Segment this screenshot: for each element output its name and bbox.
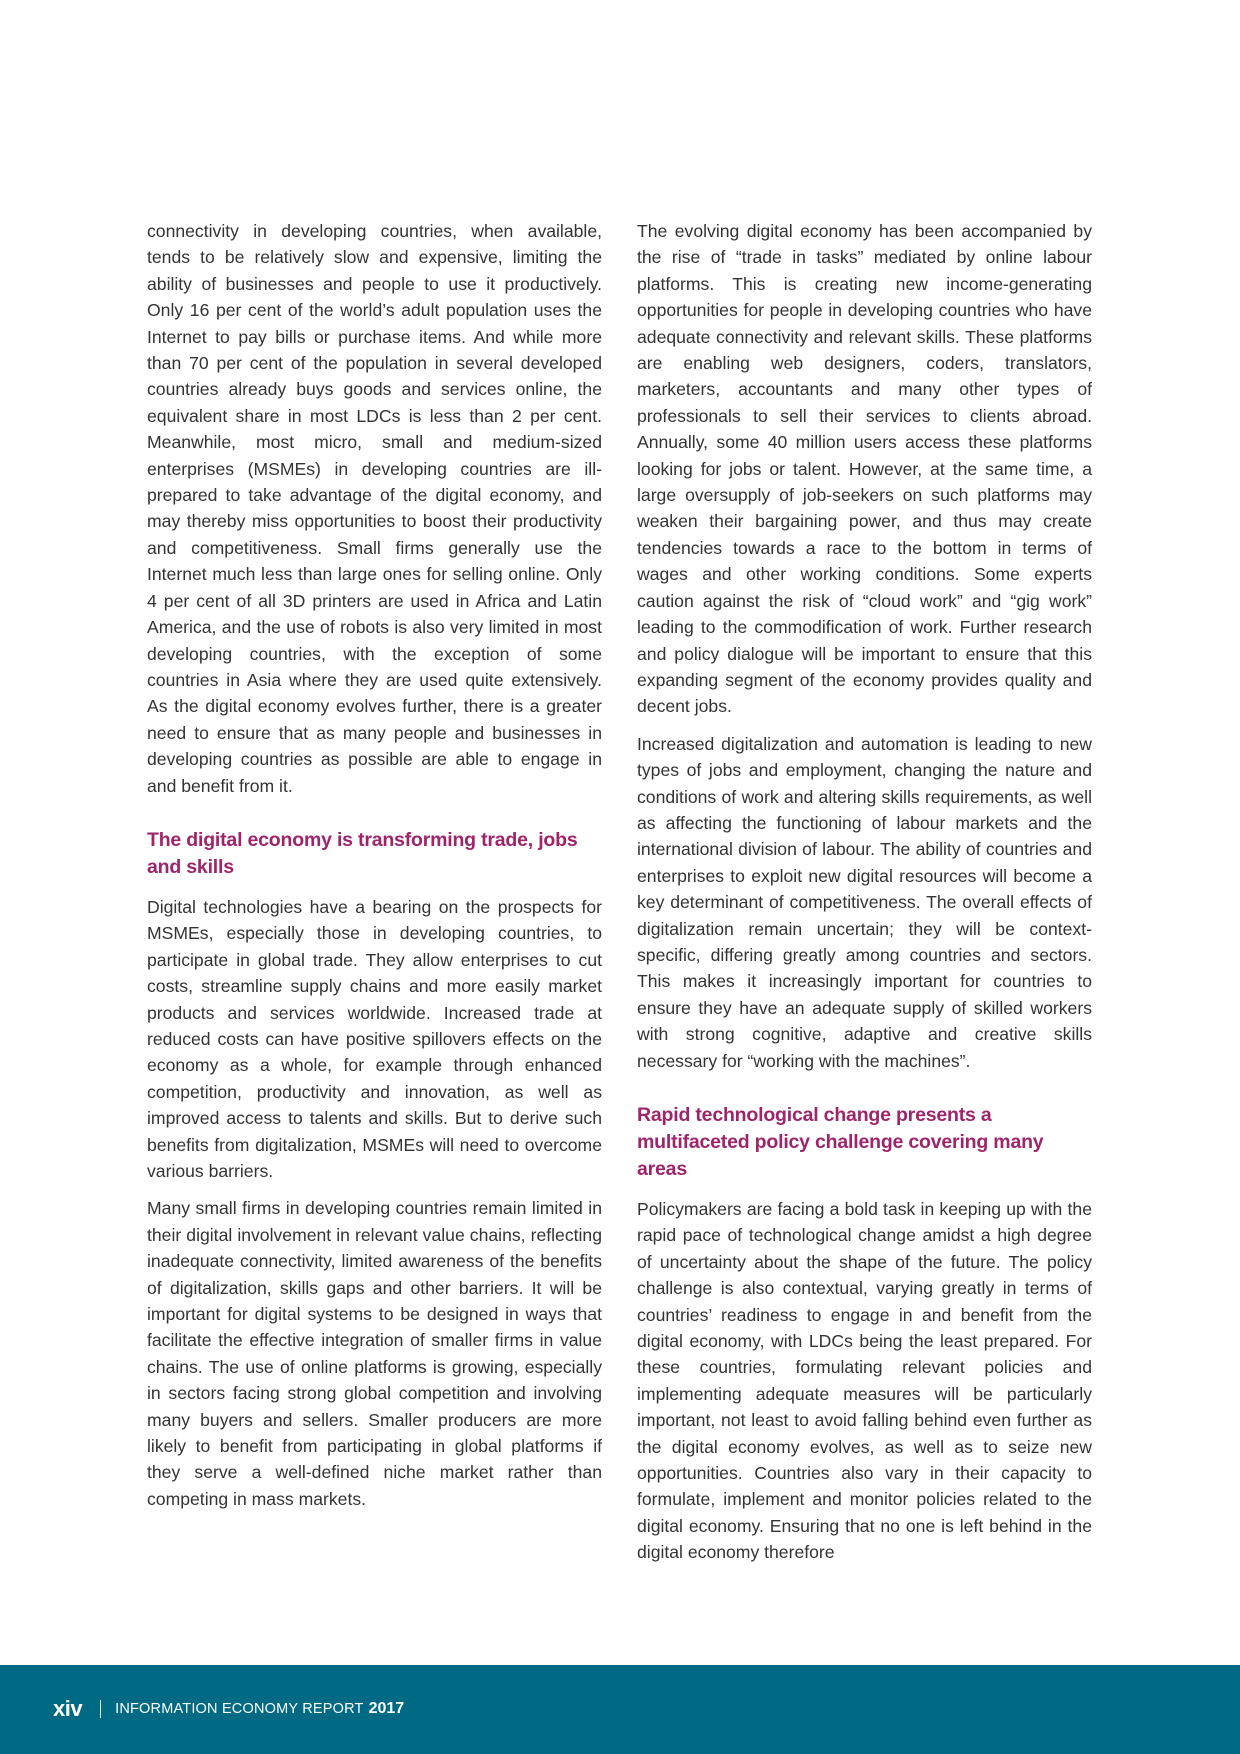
body-paragraph: Policymakers are facing a bold task in keeping up with the rapid pace of technological change amidst a high degree of uncertainty about the shape of the future. The policy challenge is also contextual, varying greatly in terms of countries’ readiness to engage in and benefit from the digital economy, with LDCs being the least prepared. For these countries, formulating relevant policies and implementing adequate measures will be particularly important, not least to avoid falling behind even further as the digital economy evolves, as well as to seize new opportunities. Countries also vary in their capacity to formulate, implement and monitor policies related to the digital economy. Ensuring that no one is left behind in the digital economy therefore xyxy=(637,1199,1092,1563)
left-column xyxy=(147,218,602,1523)
body-paragraph: Digital technologies have a bearing on the prospects for MSMEs, especially those in developing countries, to participate in global trade. They allow enterprises to cut costs, streamline supply chains and more easily market products and services worldwide. Increased trade at reduced costs can have positive spillovers effects on the economy as a whole, for example through enhanced competition, productivity and innovation, as well as improved access to talents and skills. But to derive such benefits from digitalization, MSMEs will need to overcome various barriers. xyxy=(147,896,602,1181)
footer-content xyxy=(53,1695,404,1723)
section-heading: Rapid technological change presents a multifaceted policy challenge covering many areas xyxy=(637,1104,1044,1180)
right-column xyxy=(637,218,1092,1577)
body-paragraph: Many small firms in developing countries remain limited in their digital involvement in relevant value chains, reflecting inadequate connectivity, limited awareness of the benefits of digitalization, skills gaps and other barriers. It will be important for digital systems to be designed in ways that facilitate the effective integration of smaller firms in value chains. The use of online platforms is growing, especially in sectors facing strong global competition and involving many buyers and sellers. Smaller producers are more likely to benefit from participating in global platforms if they serve a well-defined niche market rather than competing in mass markets. xyxy=(147,1198,602,1509)
footer-divider xyxy=(100,1700,101,1718)
body-paragraph: The evolving digital economy has been accompanied by the rise of “trade in tasks” mediated by online labour platforms. This is creating new income-generating opportunities for people in developing countries who have adequate connectivity and relevant skills. These platforms are enabling web designers, coders, translators, marketers, accountants and many other types of professionals to sell their services to clients abroad. Annually, some 40 million users access these platforms looking for jobs or talent. However, at the same time, a large oversupply of job-seekers on such platforms may weaken their bargaining power, and thus may create tendencies towards a race to the bottom in terms of wages and other working conditions. Some experts caution against the risk of “cloud work” and “gig work” leading to the commodification of work. Further research and policy dialogue will be important to ensure that this expanding segment of the economy provides quality and decent jobs. xyxy=(637,221,1092,717)
report-title: INFORMATION ECONOMY REPORT xyxy=(115,1701,364,1717)
report-year: 2017 xyxy=(368,1700,405,1717)
page-number: xiv xyxy=(53,1696,83,1721)
page-footer xyxy=(0,1665,1240,1754)
body-paragraph: connectivity in developing countries, when available, tends to be relatively slow and expensive, limiting the ability of businesses and people to use it productively. Only 16 per cent of the world’s adult population uses the Internet to pay bills or purchase items. And while more than 70 per cent of the population in several developed countries already buys goods and services online, the equivalent share in most LDCs is less than 2 per cent. Meanwhile, most micro, small and medium-sized enterprises (MSMEs) in developing countries are ill-prepared to take advantage of the digital economy, and may thereby miss opportunities to boost their productivity and competitiveness. Small firms generally use the Internet much less than large ones for selling online. Only 4 per cent of all 3D printers are used in Africa and Latin America, and the use of robots is also very limited in most developing countries, with the exception of some countries in Asia where they are used quite extensively. As the digital economy evolves further, there is a greater need to ensure that as many people and businesses in developing countries as possible are able to engage in and benefit from it. xyxy=(147,221,602,796)
section-heading: The digital economy is transforming trade, jobs and skills xyxy=(147,828,578,878)
body-paragraph: Increased digitalization and automation is leading to new types of jobs and employment, changing the nature and conditions of work and altering skills requirements, as well as affecting the functioning of labour markets and the international division of labour. The ability of countries and enterprises to exploit new digital resources will become a key determinant of competitiveness. The overall effects of digitalization remain uncertain; they will be context-specific, differing greatly among countries and sectors. This makes it increasingly important for countries to ensure they have an adequate supply of skilled workers with strong cognitive, adaptive and creative skills necessary for “working with the machines”. xyxy=(637,733,1092,1071)
